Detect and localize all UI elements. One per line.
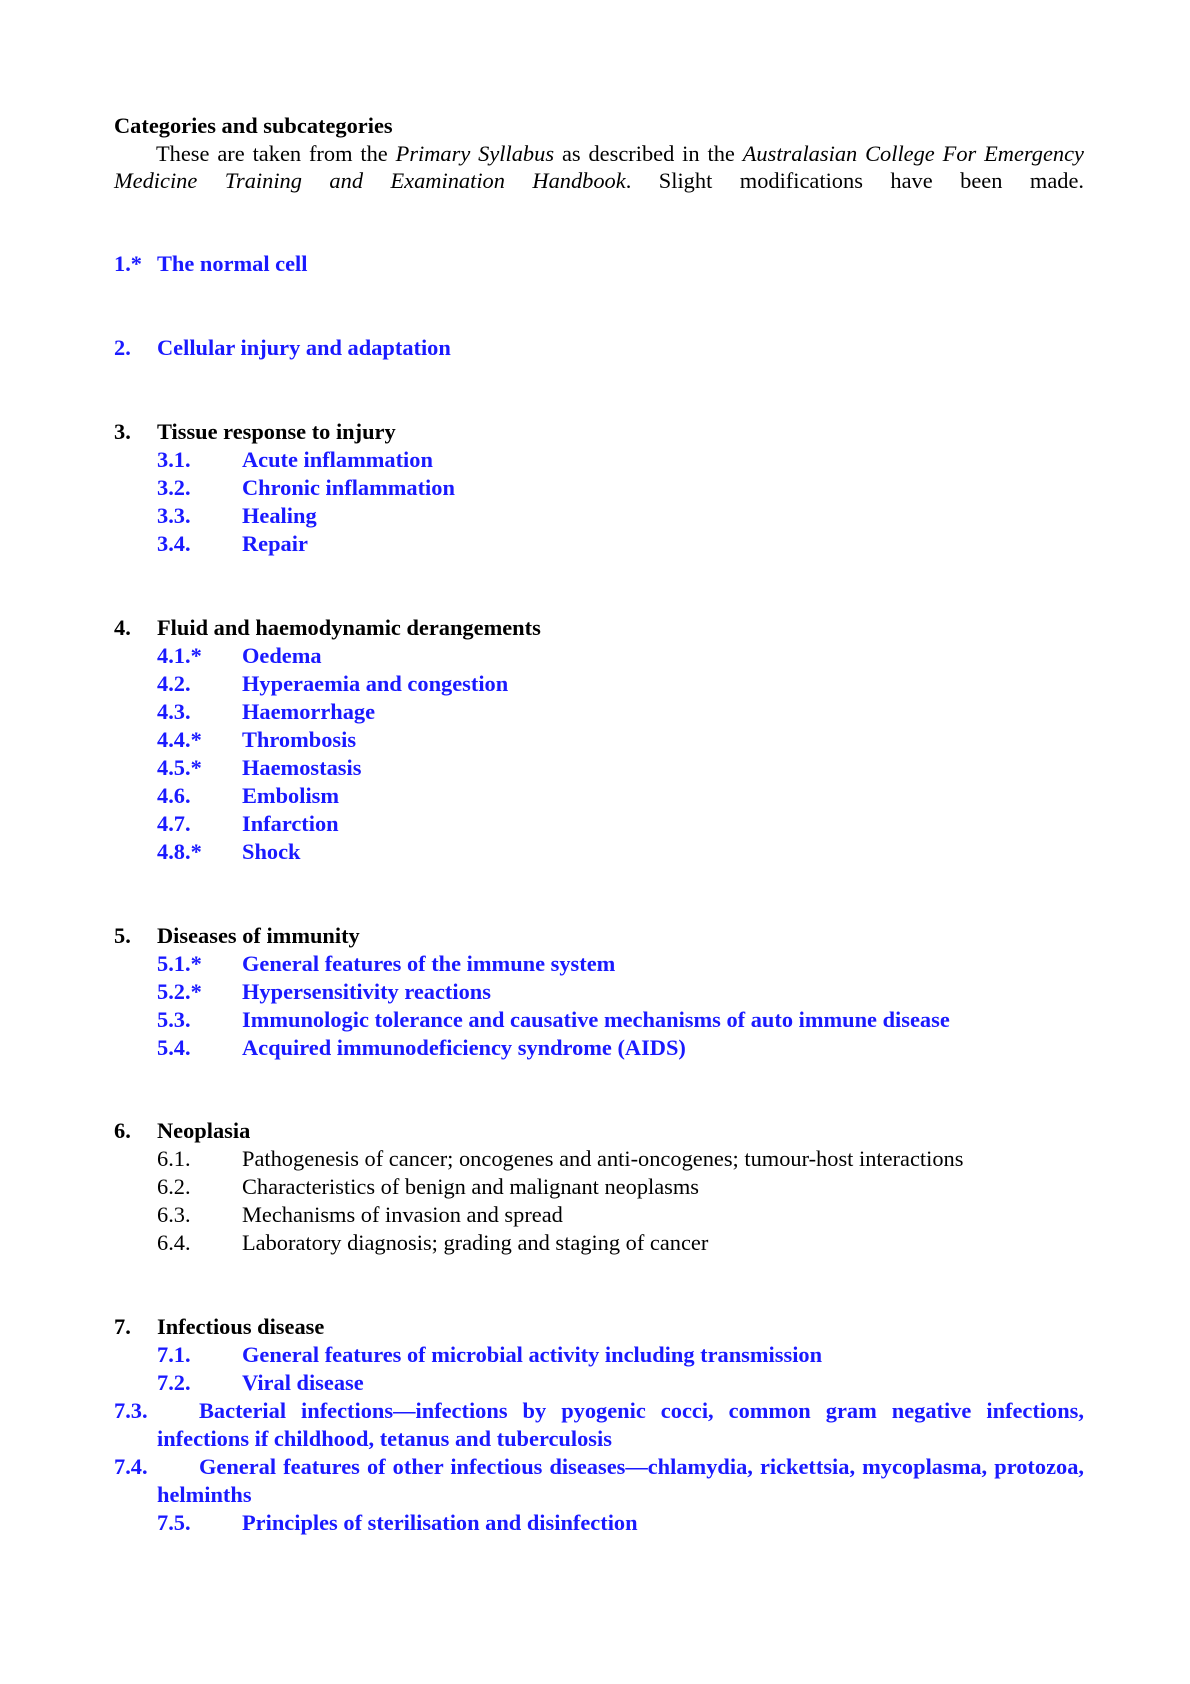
section-title: Cellular injury and adaptation [157,335,451,360]
subsection-link-3-4[interactable] [114,530,1084,558]
subsection-link-5-4[interactable] [114,1034,1084,1062]
subsection-link-7-1[interactable] [114,1341,1084,1369]
section-heading-4 [114,614,1084,642]
subsection-number: 4.5.* [157,755,202,780]
subsection-number: 4.3. [157,699,191,724]
subsection-item-6-4 [114,1229,1084,1257]
section-heading-3 [114,418,1084,446]
section-title: The normal cell [157,251,308,276]
subsection-text: Embolism [242,783,340,808]
subsection-text: Chronic inflammation [242,475,455,500]
subsection-link-5-2[interactable] [114,978,1084,1006]
section-title: Infectious disease [157,1314,325,1339]
subsection-text: General features of other infectious diseases—chlamydia, rickettsia, mycoplasma, protozoa, helminths [157,1454,1084,1507]
subsection-number: 5.2.* [157,979,202,1004]
section-number: 7. [114,1314,131,1339]
subsection-number: 7.3. [114,1398,148,1423]
subsection-link-4-4[interactable] [114,726,1084,754]
subsection-number: 4.8.* [157,839,202,864]
subsection-link-7-3[interactable] [114,1397,1084,1453]
subsection-number: 7.1. [157,1342,191,1367]
subsection-link-7-4[interactable] [114,1453,1084,1509]
subsection-number: 6.3. [157,1202,191,1227]
subsection-text: Repair [242,531,308,556]
subsection-number: 5.1.* [157,951,202,976]
subsection-text: Viral disease [242,1370,364,1395]
subsection-link-4-6[interactable] [114,782,1084,810]
subsection-text: Oedema [242,643,322,668]
section-title: Fluid and haemodynamic derangements [157,615,541,640]
subsection-link-3-1[interactable] [114,446,1084,474]
subsection-link-4-8[interactable] [114,838,1084,866]
section-number: 6. [114,1118,131,1143]
section-number: 3. [114,419,131,444]
subsection-text: Infarction [242,811,339,836]
subsection-text: Mechanisms of invasion and spread [242,1202,563,1227]
subsection-item-6-2 [114,1173,1084,1201]
section-heading-2[interactable] [114,334,1084,362]
subsection-item-6-3 [114,1201,1084,1229]
subsection-text: Thrombosis [242,727,357,752]
subsection-number: 3.2. [157,475,191,500]
section-number: 1.* [114,251,142,276]
section-heading-5 [114,922,1084,950]
subsection-link-5-1[interactable] [114,950,1084,978]
subsection-link-4-3[interactable] [114,698,1084,726]
section-heading-1[interactable] [114,250,1084,278]
subsection-text: Hypersensitivity reactions [242,979,491,1004]
intro-primary-syllabus: Primary Syllabus [395,141,555,166]
subsection-number: 7.5. [157,1510,191,1535]
subsection-text: Acquired immunodeficiency syndrome (AIDS) [242,1035,686,1060]
subsection-number: 7.2. [157,1370,191,1395]
subsection-link-4-7[interactable] [114,810,1084,838]
subsection-number: 3.1. [157,447,191,472]
document-page [114,112,1084,1537]
subsection-number: 5.4. [157,1035,191,1060]
section-title: Tissue response to injury [157,419,396,444]
subsection-number: 6.4. [157,1230,191,1255]
document-title: Categories and subcategories [114,113,393,138]
section-number: 5. [114,923,131,948]
section-heading-7 [114,1313,1084,1341]
subsection-number: 4.6. [157,783,191,808]
subsection-number: 4.2. [157,671,191,696]
subsection-text: Immunologic tolerance and causative mechanisms of auto immune disease [242,1007,950,1032]
subsection-number: 7.4. [114,1454,148,1479]
subsection-text: Characteristics of benign and malignant neoplasms [242,1174,700,1199]
subsection-text: General features of microbial activity including transmission [242,1342,823,1367]
intro-text-1: These are taken from the [156,141,396,166]
section-title: Neoplasia [157,1118,251,1143]
subsection-text: Acute inflammation [242,447,433,472]
subsection-link-4-2[interactable] [114,670,1084,698]
subsection-number: 6.1. [157,1146,191,1171]
subsection-text: Shock [242,839,301,864]
subsection-link-5-3[interactable] [114,1006,1084,1034]
subsection-text: Principles of sterilisation and disinfection [242,1510,638,1535]
subsection-text: Pathogenesis of cancer; oncogenes and anti-oncogenes; tumour-host interactions [242,1146,964,1171]
subsection-link-4-1[interactable] [114,642,1084,670]
subsection-link-7-2[interactable] [114,1369,1084,1397]
subsection-number: 5.3. [157,1007,191,1032]
subsection-number: 4.7. [157,811,191,836]
intro-handbook: Australasian College For Emergency Medicine Training and Examination Handbook [114,141,1084,193]
subsection-number: 3.3. [157,503,191,528]
section-number: 4. [114,615,131,640]
intro-text-3: . Slight modifications have been made. [625,168,1084,193]
intro-paragraph [114,140,1084,194]
intro-text-2: as described in the [554,141,743,166]
subsection-number: 4.1.* [157,643,202,668]
subsection-link-7-5[interactable] [114,1509,1084,1537]
section-heading-6 [114,1117,1084,1145]
subsection-number: 6.2. [157,1174,191,1199]
subsection-link-3-2[interactable] [114,474,1084,502]
section-number: 2. [114,335,131,360]
subsection-text: Laboratory diagnosis; grading and staging of cancer [242,1230,709,1255]
subsection-number: 3.4. [157,531,191,556]
subsection-number: 4.4.* [157,727,202,752]
subsection-text: Haemostasis [242,755,362,780]
subsection-text: General features of the immune system [242,951,616,976]
subsection-text: Haemorrhage [242,699,376,724]
subsection-text: Healing [242,503,317,528]
subsection-link-3-3[interactable] [114,502,1084,530]
subsection-text: Hyperaemia and congestion [242,671,509,696]
subsection-link-4-5[interactable] [114,754,1084,782]
section-title: Diseases of immunity [157,923,360,948]
subsection-text: Bacterial infections—infections by pyogenic cocci, common gram negative infections, infections if childhood, tetanus and tuberculosis [157,1398,1084,1451]
subsection-item-6-1 [114,1145,1084,1173]
